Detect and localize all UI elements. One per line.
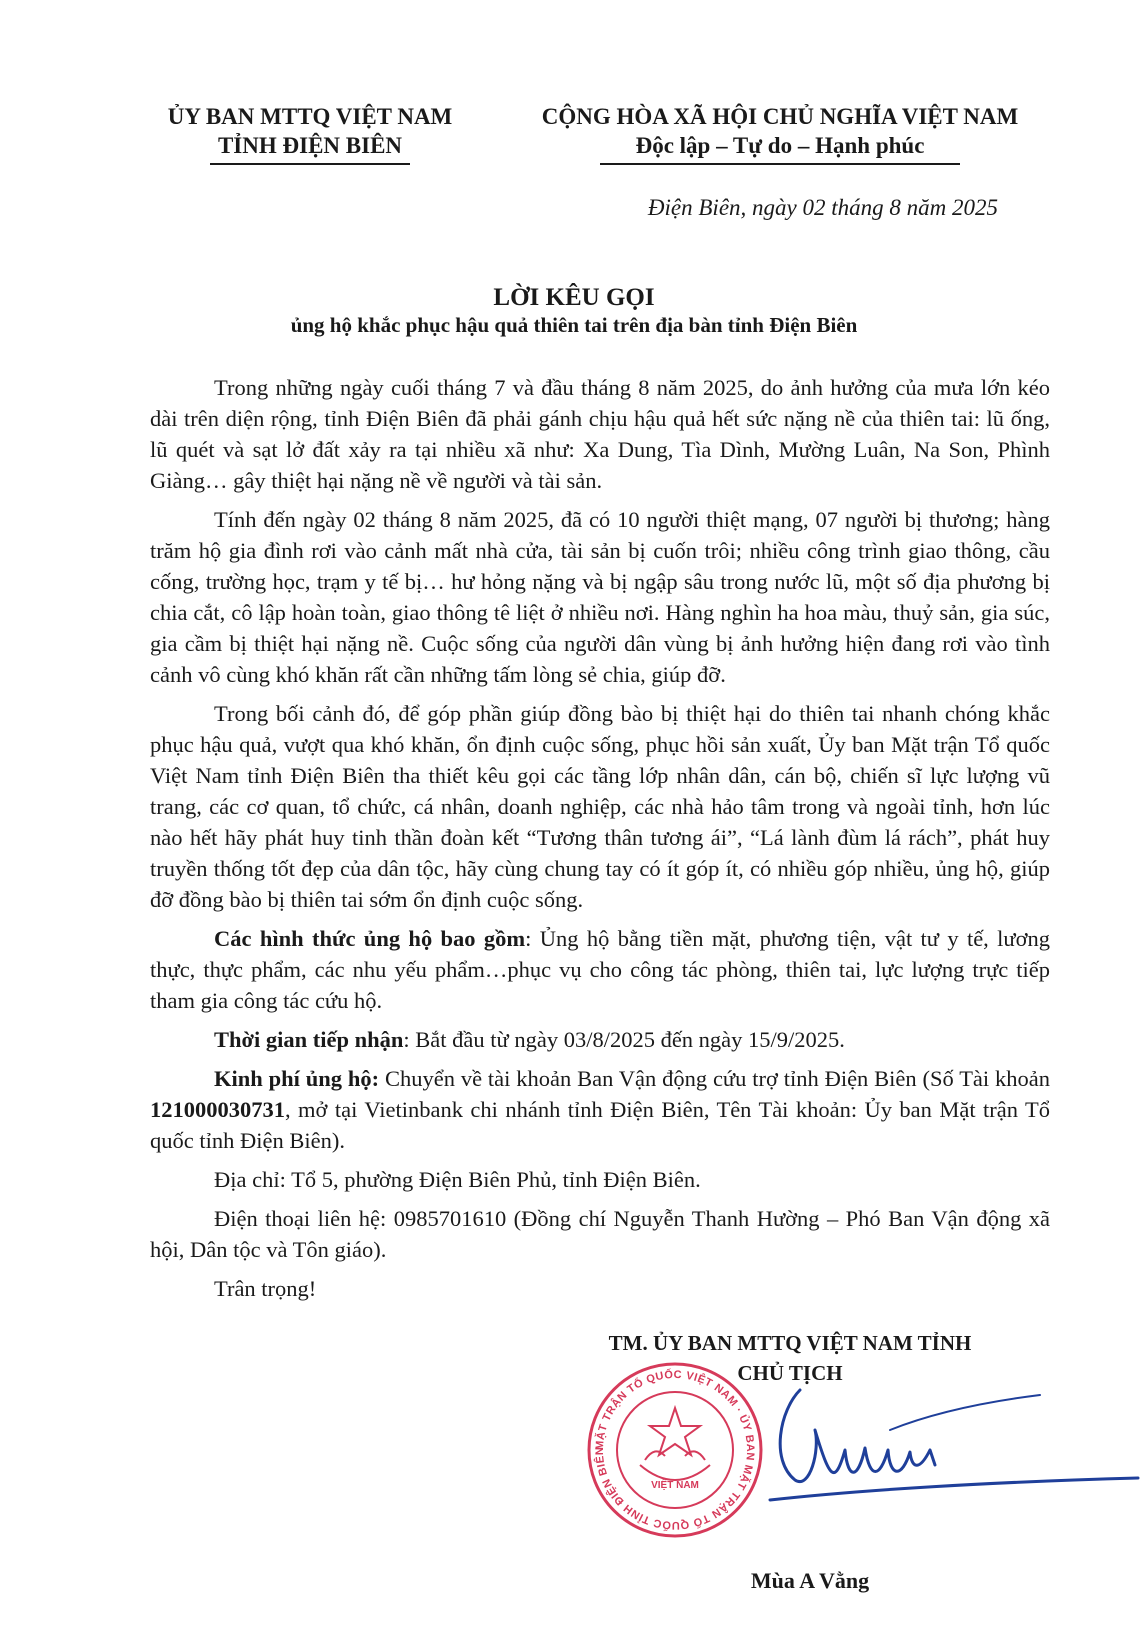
issuer-underline <box>210 163 410 165</box>
support-forms-text: : Ủng hộ bằng tiền mặt, phương tiện, vật tư y tế, lương thực, thực phẩm, các nhu yếu phẩm…phục vụ cho công tác phòng, thiên tai, lực lượng trực tiếp tham gia công tác cứu hộ. <box>150 926 1051 1013</box>
paragraph-phone: Điện thoại liên hệ: 0985701610 (Đồng chí Nguyễn Thanh Hường – Phó Ban Vận động xã hội, Dân tộc và Tôn giáo). <box>150 1206 1050 1262</box>
document-subtitle: ủng hộ khắc phục hậu quả thiên tai trên địa bàn tỉnh Điện Biên <box>290 313 858 337</box>
national-header <box>510 102 1050 165</box>
funding-text-b: , mở tại Vietinbank chi nhánh tỉnh Điện Biên, Tên Tài khoản: Ủy ban Mặt trận Tổ quốc tỉnh Điện Biên). <box>150 1097 1050 1153</box>
paragraph-1: Trong những ngày cuối tháng 7 và đầu tháng 8 năm 2025, do ảnh hưởng của mưa lớn kéo dài trên diện rộng, tỉnh Điện Biên đã phải gánh chịu hậu quả hết sức nặng nề của thiên tai: lũ ống, lũ quét và sạt lở đất xảy ra tại nhiều xã như: Xa Dung, Tìa Dình, Mường Luân, Na Son, Phình Giàng… gây thiệt hại nặng nề về người và tài sản. <box>150 375 1050 493</box>
national-motto: Độc lập – Tự do – Hạnh phúc <box>635 133 925 158</box>
paragraph-closing: Trân trọng! <box>214 1276 317 1301</box>
issuer-line-1: ỦY BAN MTTQ VIỆT NAM <box>167 104 453 129</box>
signature-org-line: TM. ỦY BAN MTTQ VIỆT NAM TỈNH <box>608 1331 972 1355</box>
receiving-time-label: Thời gian tiếp nhận <box>214 1027 404 1052</box>
handwritten-signature <box>740 1370 1140 1540</box>
funding-label: Kinh phí ủng hộ: <box>214 1066 380 1091</box>
motto-underline <box>600 163 960 165</box>
national-title: CỘNG HÒA XÃ HỘI CHỦ NGHĨA VIỆT NAM <box>541 104 1019 129</box>
document-date: Điện Biên, ngày 02 tháng 8 năm 2025 <box>647 195 998 220</box>
document-body <box>150 372 1050 1312</box>
issuer-line-2: TỈNH ĐIỆN BIÊN <box>217 133 403 158</box>
paragraph-support-forms <box>150 923 1050 1016</box>
paragraph-address: Địa chỉ: Tổ 5, phường Điện Biên Phủ, tỉnh Điện Biên. <box>214 1167 701 1192</box>
paragraph-funding <box>150 1063 1050 1156</box>
funding-text-a: Chuyển về tài khoản Ban Vận động cứu trợ tỉnh Điện Biên (Số Tài khoản <box>379 1066 1051 1091</box>
signature-role: CHỦ TỊCH <box>737 1361 843 1385</box>
paragraph-2: Tính đến ngày 02 tháng 8 năm 2025, đã có 10 người thiệt mạng, 07 người bị thương; hàng trăm hộ gia đình rơi vào cảnh mất nhà cửa, tài sản bị cuốn trôi; nhiều công trình giao thông, cầu cống, trường học, trạm y tế bị… hư hỏng nặng và bị ngập sâu trong nước lũ, một số địa phương bị chia cắt, cô lập hoàn toàn, giao thông tê liệt ở nhiều nơi. Hàng nghìn ha hoa màu, thuỷ sản, gia súc, gia cầm bị thiệt hại nặng nề. Cuộc sống của người dân vùng bị ảnh hưởng hiện đang rơi vào tình cảnh vô cùng khó khăn rất cần những tấm lòng sẻ chia, giúp đỡ. <box>150 507 1050 687</box>
signer-name: Mùa A Vằng <box>750 1568 870 1593</box>
official-seal-stamp <box>585 1360 765 1540</box>
receiving-time-text: : Bắt đầu từ ngày 03/8/2025 đến ngày 15/9/2025. <box>403 1027 845 1052</box>
svg-text:VIỆT NAM: VIỆT NAM <box>651 1480 699 1491</box>
support-forms-label: Các hình thức ủng hộ bao gồm <box>214 926 526 951</box>
document-title: LỜI KÊU GỌI <box>493 284 655 311</box>
paragraph-3: Trong bối cảnh đó, để góp phần giúp đồng bào bị thiệt hại do thiên tai nhanh chóng khắc phục hậu quả, vượt qua khó khăn, ổn định cuộc sống, phục hồi sản xuất, Ủy ban Mặt trận Tổ quốc Việt Nam tỉnh Điện Biên tha thiết kêu gọi các tầng lớp nhân dân, cán bộ, chiến sĩ lực lượng vũ trang, các cơ quan, tổ chức, cá nhân, doanh nghiệp, các nhà hảo tâm trong và ngoài tỉnh, hơn lúc nào hết hãy phát huy tinh thần đoàn kết “Tương thân tương ái”, “Lá lành đùm lá rách”, phát huy truyền thống tốt đẹp của dân tộc, hãy cùng chung tay có ít góp ít, có nhiều góp nhiều, ủng hộ, giúp đỡ đồng bào bị thiên tai sớm ổn định cuộc sống. <box>150 701 1050 912</box>
bank-account-number: 121000030731 <box>150 1097 285 1122</box>
paragraph-receiving-time <box>150 1024 1050 1055</box>
svg-text:MẶT TRẬN TỔ QUỐC VIỆT NAM · ỦY: MẶT TRẬN TỔ QUỐC VIỆT NAM · ỦY BAN MẶT TRẬN TỔ QUỐC TỈNH ĐIỆN BIÊN <box>593 1368 757 1532</box>
issuer-header <box>150 102 470 165</box>
